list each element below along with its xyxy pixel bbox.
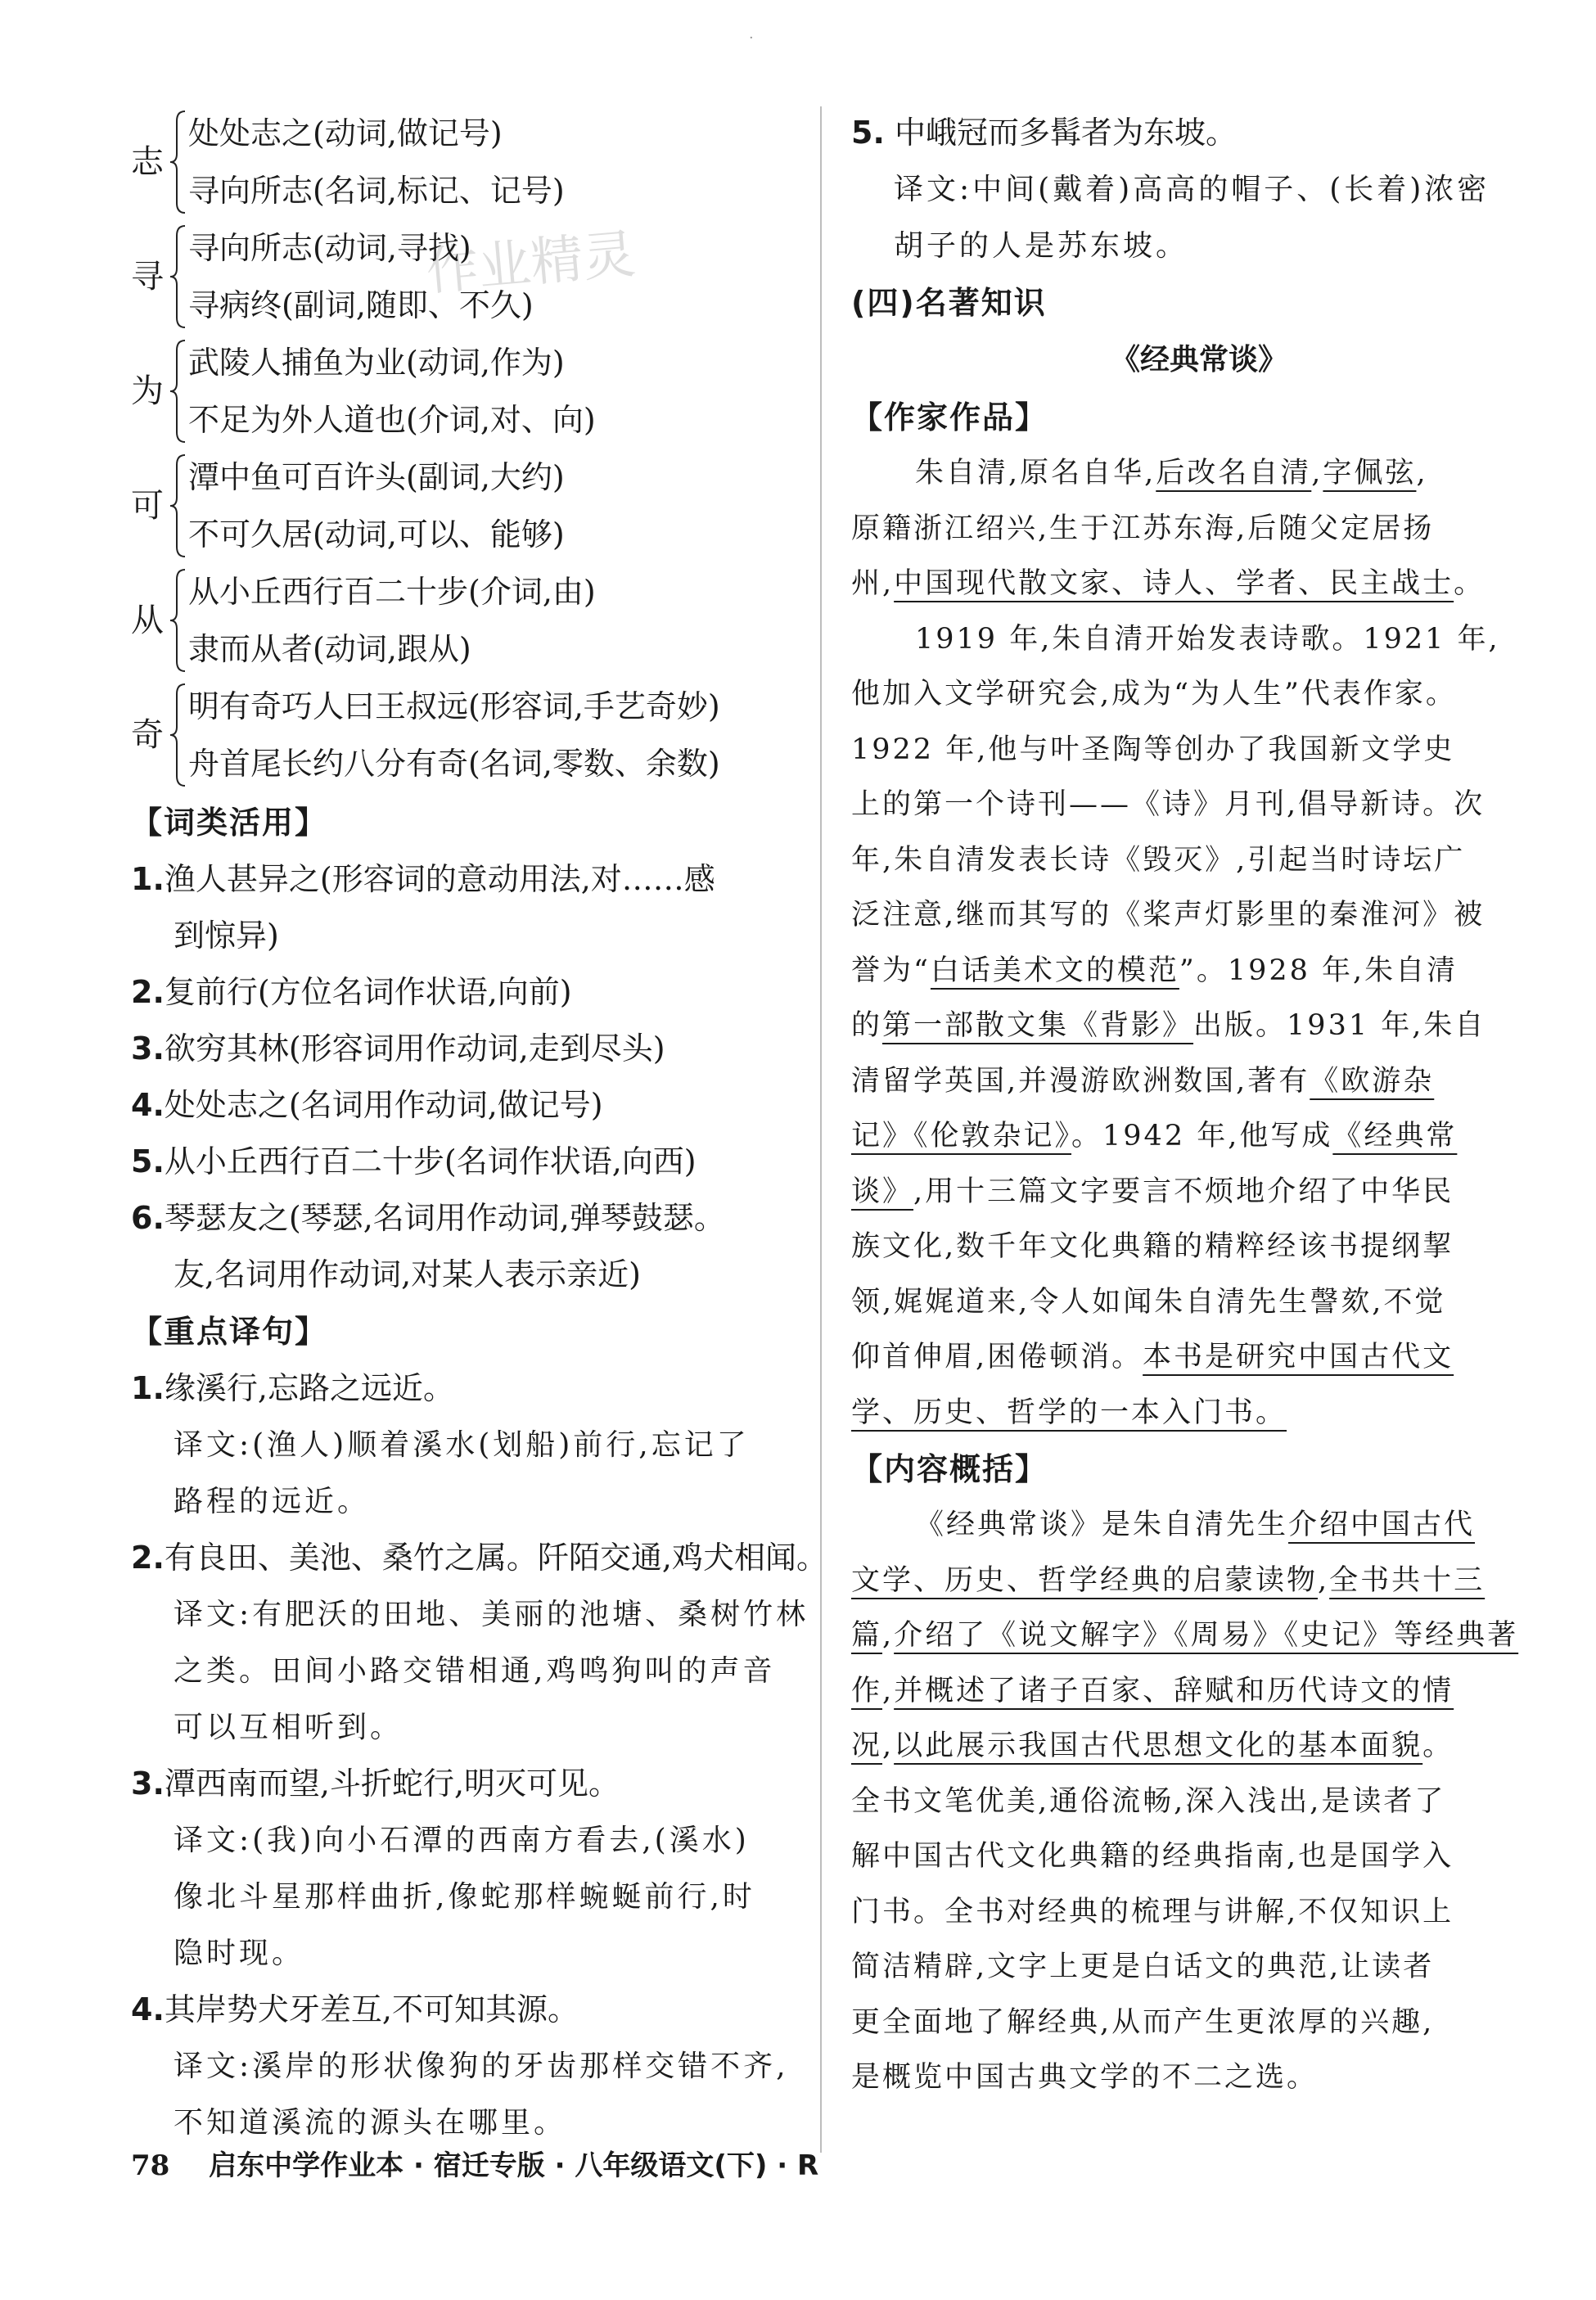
text-run: 仰首伸眉,困倦顿消。 xyxy=(851,1341,1143,1373)
item-number: 4. xyxy=(131,1991,165,2027)
text-run: ”。1928 年,朱自清 xyxy=(1179,954,1458,987)
polysemy-line: 处处志之(动词,做记号) xyxy=(188,115,503,151)
translation-line: 不知道溪流的源头在哪里。 xyxy=(174,2106,567,2140)
paragraph-line xyxy=(851,1220,1498,1275)
polysemy-line: 从小丘西行百二十步(介词,由) xyxy=(188,574,596,610)
text-run: 领,娓娓道来,令人如闻朱自清先生謦欬,不觉 xyxy=(851,1285,1446,1319)
underlined-text: 作 xyxy=(851,1674,883,1707)
item-continuation: 友,名词用作动词,对某人表示亲近) xyxy=(174,1256,641,1292)
polysemy-group xyxy=(131,334,802,449)
text-run: 上的第一个诗刊——《诗》月刊,倡导新诗。次 xyxy=(851,788,1486,821)
book-series-title: 启东中学作业本 · 宿迁专版 · 八年级语文(下) · R xyxy=(209,2149,819,2182)
paragraph-line xyxy=(851,1554,1498,1609)
section-heading-zuojia: 【作家作品】 xyxy=(851,399,1048,435)
text-run: 誉为“ xyxy=(851,954,931,987)
text-run: 年,朱自清发表长诗《毁灭》,引起当时诗坛广 xyxy=(851,843,1466,877)
underlined-text: 本书是研究中国古代文 xyxy=(1143,1341,1454,1373)
translation-line: 译文:(渔人)顺着溪水(划船)前行,忘记了 xyxy=(174,1428,750,1462)
item-text: 渔人甚异之(形容词的意动用法,对……感 xyxy=(164,861,715,897)
polysemy-char: 可 xyxy=(131,487,164,525)
text-run: 清留学英国,并漫游欧洲数国,著有 xyxy=(851,1064,1310,1098)
item-number: 2. xyxy=(131,1540,165,1576)
translation-line: 路程的远近。 xyxy=(174,1485,371,1518)
polysemy-line: 武陵人捕鱼为业(动词,作为) xyxy=(188,345,565,381)
text-run: , xyxy=(1318,1563,1330,1597)
polysemy-char: 从 xyxy=(131,602,164,639)
text-run: 《经典常谈》是朱自清先生 xyxy=(915,1509,1289,1541)
paragraph-line xyxy=(851,667,1498,723)
polysemy-line: 明有奇巧人曰王叔远(形容词,手艺奇妙) xyxy=(188,688,720,724)
underlined-text: 介绍了《说文解字》《周易》《史记》等经典著 xyxy=(894,1619,1519,1652)
text-run: 族文化,数千年文化典籍的精粹经该书提纲挈 xyxy=(851,1230,1454,1263)
underlined-text: 文学、历史、哲学经典的启蒙读物 xyxy=(851,1563,1319,1597)
text-run: , xyxy=(882,1674,895,1707)
list-item xyxy=(131,1077,802,1134)
paragraph-line xyxy=(851,1608,1519,1664)
text-run: 简洁精辟,文字上更是白话文的典范,让读者 xyxy=(851,1950,1435,1983)
polysemy-line: 舟首尾长约八分有奇(名词,零数、余数) xyxy=(188,746,720,782)
translation-line: 译文:(我)向小石潭的西南方看去,(溪水) xyxy=(174,1824,750,1857)
underlined-text: 《欧游杂 xyxy=(1310,1064,1435,1098)
brace-icon xyxy=(169,339,188,444)
polysemy-line: 潭中鱼可百许头(副词,大约) xyxy=(188,459,565,495)
page-footer xyxy=(131,2143,818,2183)
polysemy-line: 寻向所志(名词,标记、记号) xyxy=(188,173,565,209)
underlined-text: 况 xyxy=(851,1730,883,1762)
polysemy-group xyxy=(131,219,802,334)
underlined-text: 记》《伦敦杂记》 xyxy=(851,1120,1072,1152)
item-number: 1. xyxy=(131,1370,165,1406)
paragraph-line xyxy=(851,502,1498,557)
underlined-text: 《经典常 xyxy=(1332,1120,1458,1152)
underlined-text: 第一部散文集《背影》 xyxy=(882,1009,1194,1042)
item-text: 处处志之(名词用作动词,做记号) xyxy=(164,1087,603,1123)
item-number: 1. xyxy=(131,861,165,897)
paragraph-line xyxy=(851,1664,1498,1720)
item-text: 从小丘西行百二十步(名词作状语,向西) xyxy=(164,1143,697,1179)
translation-line: 像北斗星那样曲折,像蛇那样蜿蜒前行,时 xyxy=(174,1880,755,1914)
underlined-text: 白话美术文的模范 xyxy=(930,954,1179,987)
section-heading-mingzhu: (四)名著知识 xyxy=(851,285,1047,321)
translation-line: 可以互相听到。 xyxy=(174,1711,404,1744)
paragraph-line xyxy=(851,1829,1498,1885)
watermark: 作业精灵 xyxy=(423,223,638,303)
right-column xyxy=(851,105,1519,2106)
section-heading-neirong: 【内容概括】 xyxy=(851,1451,1048,1487)
underlined-text: 篇 xyxy=(851,1619,883,1652)
brace-icon xyxy=(169,224,188,329)
paragraph-line xyxy=(851,1719,1498,1775)
list-item xyxy=(131,1134,802,1190)
translation-line: 译文:有肥沃的田地、美丽的池塘、桑树竹林 xyxy=(174,1598,809,1631)
yiju-list xyxy=(131,1360,827,2151)
polysemy-char: 志 xyxy=(131,143,164,181)
paragraph-line xyxy=(851,446,1498,502)
polysemy-line: 不足为外人道也(介词,对、向) xyxy=(188,402,596,438)
book-title: 《经典常谈》 xyxy=(1110,343,1287,377)
item-text: 复前行(方位名词作状语,向前) xyxy=(164,974,572,1010)
text-run: 1922 年,他与叶圣陶等创办了我国新文学史 xyxy=(851,733,1455,766)
text-run: , xyxy=(882,1730,895,1762)
text-run: 他加入文学研究会,成为“为人生”代表作家。 xyxy=(851,678,1457,710)
paragraph-line xyxy=(851,723,1498,778)
text-run: , xyxy=(1311,457,1323,489)
column-divider xyxy=(820,106,822,2153)
polysemy-line: 寻向所志(动词,寻找) xyxy=(188,230,471,266)
translation-line: 隐时现。 xyxy=(174,1937,305,1970)
polysemy-char: 奇 xyxy=(131,716,164,754)
paragraph-line xyxy=(851,2050,1498,2106)
paragraph-line xyxy=(851,944,1498,999)
polysemy-section xyxy=(131,105,802,792)
text-run: 。 xyxy=(1422,1730,1454,1762)
translation-line: 译文:溪岸的形状像狗的牙齿那样交错不齐, xyxy=(174,2050,789,2083)
list-item xyxy=(131,1021,802,1077)
brace-icon xyxy=(169,568,188,673)
paragraph-line xyxy=(851,778,1498,833)
translation-line: 胡子的人是苏东坡。 xyxy=(894,229,1189,263)
paragraph-line xyxy=(851,1940,1498,1996)
top-mark: · xyxy=(749,29,754,47)
item-number: 4. xyxy=(131,1087,165,1123)
item-text: 有良田、美池、桑竹之属。阡陌交通,鸡犬相闻。 xyxy=(164,1540,827,1576)
list-item xyxy=(131,1190,802,1247)
item-text: 中峨冠而多髯者为东坡。 xyxy=(894,115,1237,151)
brace-icon xyxy=(169,453,188,558)
text-run: 解中国古代文化典籍的经典指南,也是国学入 xyxy=(851,1840,1454,1873)
paragraph-line xyxy=(851,1386,1498,1441)
text-run: 是概览中国古典文学的不二之选。 xyxy=(851,2061,1319,2094)
list-item xyxy=(131,964,802,1021)
paragraph-line xyxy=(851,1885,1498,1941)
paragraph-line xyxy=(851,1330,1498,1386)
paragraph-line xyxy=(851,612,1498,668)
text-run: 的 xyxy=(851,1009,883,1042)
item-text: 缘溪行,忘路之远近。 xyxy=(164,1370,454,1406)
item-text: 其岸势犬牙差互,不可知其源。 xyxy=(164,1991,579,2027)
item-text: 潭西南而望,斗折蛇行,明灭可见。 xyxy=(164,1766,620,1802)
item-number: 2. xyxy=(131,974,165,1010)
summary-paragraphs xyxy=(851,1498,1519,2106)
paragraph-line xyxy=(851,1054,1498,1110)
item-number: 3. xyxy=(131,1030,165,1067)
text-run: , xyxy=(882,1619,895,1652)
item-continuation: 到惊异) xyxy=(174,918,279,954)
list-item xyxy=(851,105,1498,161)
underlined-text: 谈》 xyxy=(851,1175,914,1208)
paragraph-line xyxy=(851,557,1498,612)
text-run: 1919 年,朱自清开始发表诗歌。1921 年, xyxy=(915,622,1500,656)
polysemy-group xyxy=(131,105,802,219)
underlined-text: 字佩弦 xyxy=(1323,457,1417,489)
underlined-text: 全书共十三 xyxy=(1329,1563,1486,1597)
underlined-text: 并概述了诸子百家、辞赋和历代诗文的情 xyxy=(894,1674,1454,1707)
polysemy-line: 寻病终(副词,随即、不久) xyxy=(188,287,534,323)
paragraph-line xyxy=(851,1165,1498,1220)
underlined-text: 学、历史、哲学的一本入门书。 xyxy=(851,1396,1287,1429)
text-run: 州, xyxy=(851,567,895,600)
paragraph-line xyxy=(851,1996,1498,2051)
item-text: 欲穷其林(形容词用作动词,走到尽头) xyxy=(164,1030,665,1067)
translation-line: 译文:中间(戴着)高高的帽子、(长着)浓密 xyxy=(894,173,1490,206)
list-item xyxy=(131,1530,827,1586)
paragraph-line xyxy=(851,999,1498,1054)
text-run: 。1942 年,他写成 xyxy=(1071,1120,1333,1152)
item-number: 5. xyxy=(851,115,885,151)
list-item xyxy=(131,851,802,908)
page-number: 78 xyxy=(131,2149,170,2182)
list-item xyxy=(131,1360,802,1417)
brace-icon xyxy=(169,683,188,787)
paragraph-line xyxy=(851,833,1498,889)
text-run: 门书。全书对经典的梳理与讲解,不仅知识上 xyxy=(851,1895,1454,1928)
paragraph-line xyxy=(851,888,1498,944)
item-text: 琴瑟友之(琴瑟,名词用作动词,弹琴鼓瑟。 xyxy=(164,1200,725,1236)
text-run: ,用十三篇文字要言不烦地介绍了中华民 xyxy=(913,1175,1454,1208)
paragraph-line xyxy=(851,1775,1498,1830)
paragraph-line xyxy=(851,1109,1498,1165)
underlined-text: 中国现代散文家、诗人、学者、民主战士 xyxy=(894,567,1454,600)
cilei-list xyxy=(131,851,802,1303)
underlined-text: 介绍中国古代 xyxy=(1288,1509,1476,1541)
polysemy-line: 隶而从者(动词,跟从) xyxy=(188,631,471,667)
paragraph-line xyxy=(851,1275,1498,1331)
underlined-text: 后改名自清 xyxy=(1156,457,1312,489)
text-run: 更全面地了解经典,从而产生更浓厚的兴趣, xyxy=(851,2005,1435,2039)
author-paragraphs xyxy=(851,446,1498,1441)
text-run: 原籍浙江绍兴,生于江苏东海,后随父定居扬 xyxy=(851,512,1435,545)
item-number: 5. xyxy=(131,1143,165,1179)
polysemy-char: 为 xyxy=(131,372,164,410)
polysemy-group xyxy=(131,678,802,792)
paragraph-line xyxy=(851,1498,1498,1554)
text-run: 泛注意,继而其写的《桨声灯影里的秦淮河》被 xyxy=(851,899,1486,931)
text-run: 全书文笔优美,通俗流畅,深入浅出,是读者了 xyxy=(851,1784,1446,1818)
list-item xyxy=(131,1982,802,2038)
text-run: 朱自清,原名自华, xyxy=(915,457,1156,489)
text-run: 出版。1931 年,朱自 xyxy=(1193,1009,1486,1042)
section-heading-cilei: 【词类活用】 xyxy=(131,805,328,841)
polysemy-group xyxy=(131,449,802,563)
text-run: , xyxy=(1416,457,1428,489)
list-item xyxy=(131,1756,802,1812)
item-number: 3. xyxy=(131,1766,165,1802)
section-heading-yiju: 【重点译句】 xyxy=(131,1314,328,1350)
brace-icon xyxy=(169,110,188,214)
left-column xyxy=(131,105,827,2151)
polysemy-line: 不可久居(动词,可以、能够) xyxy=(188,516,565,552)
item-number: 6. xyxy=(131,1200,165,1236)
polysemy-char: 寻 xyxy=(131,258,164,295)
polysemy-group xyxy=(131,563,802,678)
translation-line: 之类。田间小路交错相通,鸡鸣狗叫的声音 xyxy=(174,1654,776,1688)
underlined-text: 以此展示我国古代思想文化的基本面貌 xyxy=(894,1730,1423,1762)
text-run: 。 xyxy=(1454,567,1486,600)
